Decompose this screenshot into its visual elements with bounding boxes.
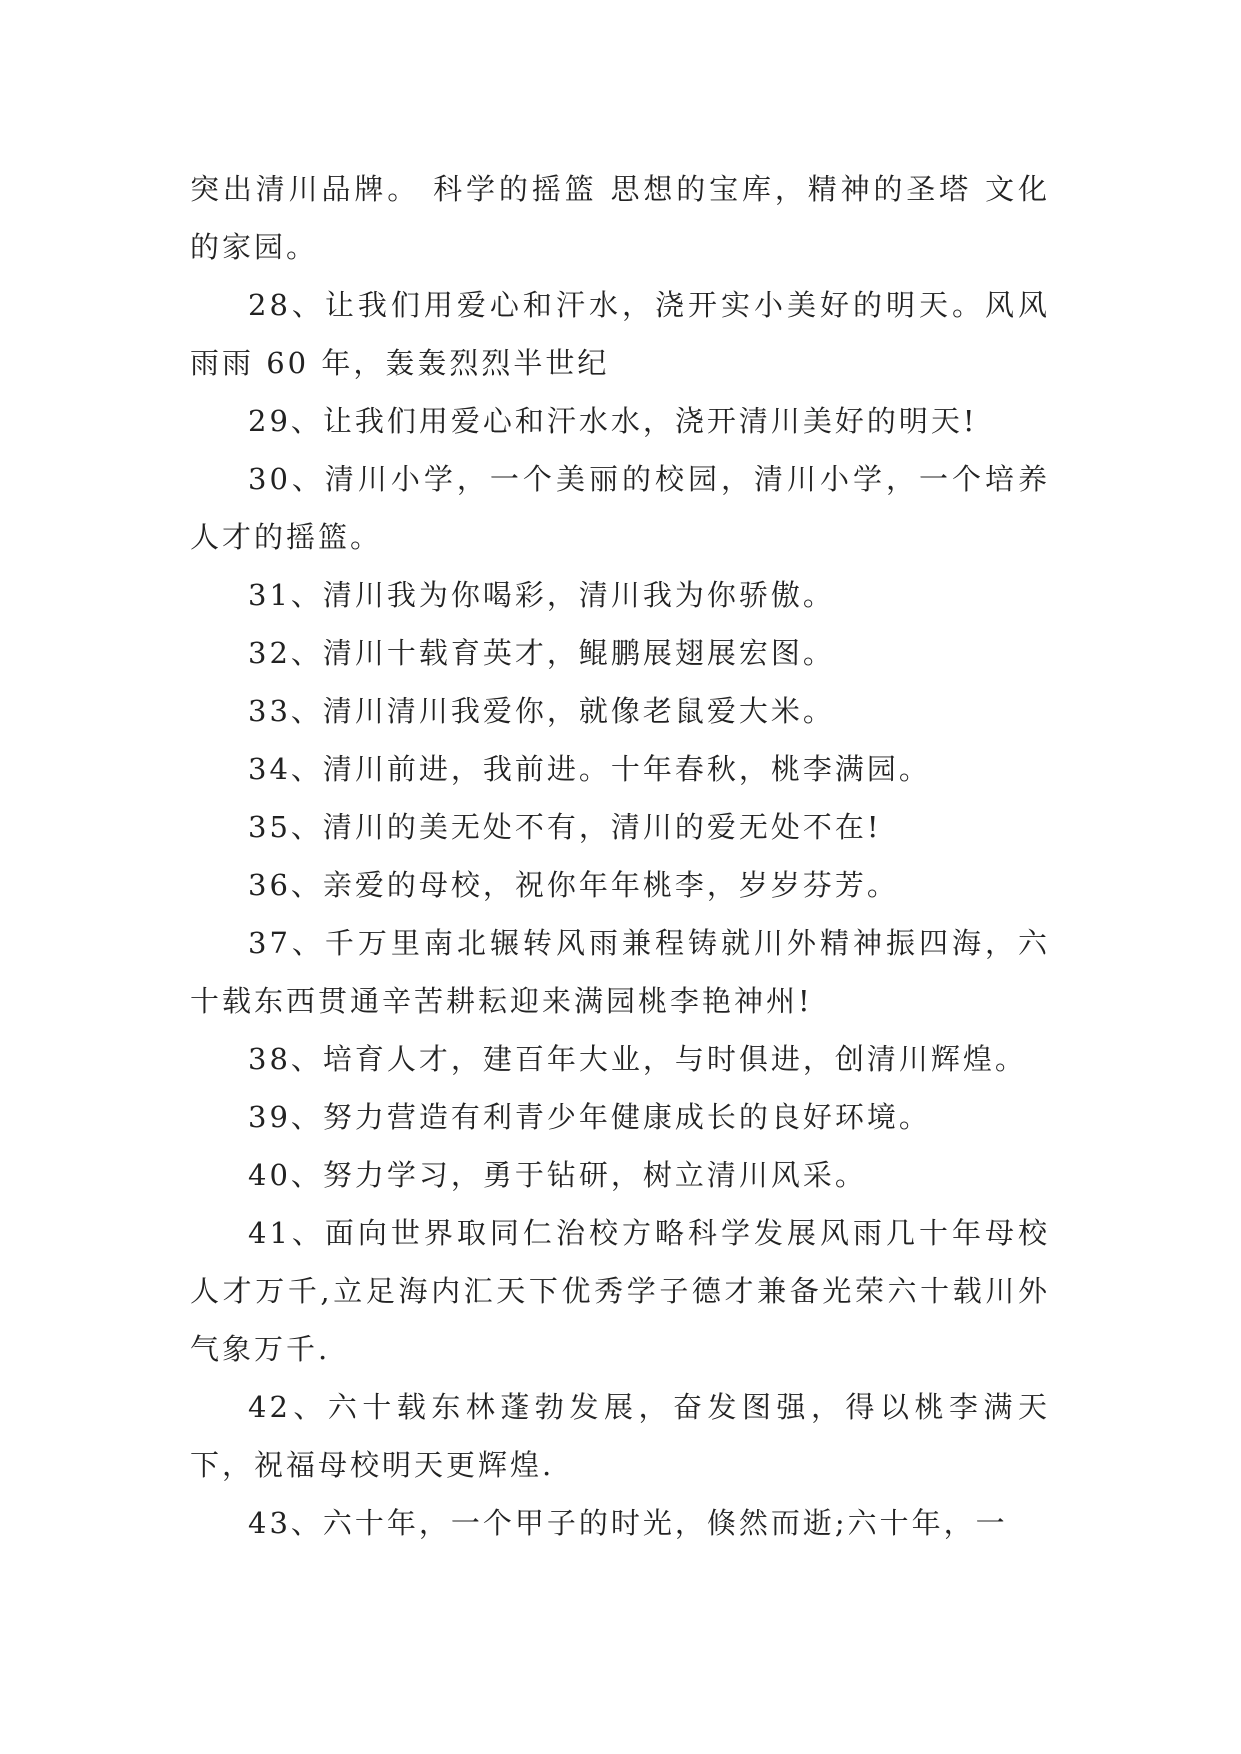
slogan-item-32: 32、清川十载育英才，鲲鹏展翅展宏图。 [248,636,835,670]
slogan-item-40: 40、努力学习，勇于钻研，树立清川风采。 [248,1158,867,1192]
slogan-item-37: 37、千万里南北辗转风雨兼程铸就川外精神振四海，六十载东西贯通辛苦耕耘迎来满园桃李艳神州! [190,926,1050,1018]
slogan-item-30: 30、清川小学，一个美丽的校园，清川小学，一个培养人才的摇篮。 [190,462,1050,554]
document-body [190,160,1050,1552]
slogan-item-36: 36、亲爱的母校，祝你年年桃李，岁岁芬芳。 [248,868,899,902]
slogan-item-34: 34、清川前进，我前进。十年春秋，桃李满园。 [248,752,931,786]
slogan-item-33: 33、清川清川我爱你，就像老鼠爱大米。 [248,694,835,728]
slogan-item-43: 43、六十年，一个甲子的时光，倏然而逝;六十年，一 [248,1506,1008,1540]
slogan-item-29: 29、让我们用爱心和汗水水，浇开清川美好的明天! [248,404,978,438]
slogan-item-39: 39、努力营造有利青少年健康成长的良好环境。 [248,1100,931,1134]
slogan-item-41: 41、面向世界取同仁治校方略科学发展风雨几十年母校人才万千,立足海内汇天下优秀学子德才兼备光荣六十载川外气象万千. [190,1216,1050,1366]
paragraph-continued: 突出清川品牌。 科学的摇篮 思想的宝库，精神的圣塔 文化的家园。 [190,172,1050,264]
slogan-item-31: 31、清川我为你喝彩，清川我为你骄傲。 [248,578,835,612]
slogan-item-35: 35、清川的美无处不有，清川的爱无处不在! [248,810,882,844]
slogan-item-42: 42、六十载东林蓬勃发展，奋发图强，得以桃李满天下，祝福母校明天更辉煌. [190,1390,1050,1482]
slogan-item-38: 38、培育人才，建百年大业，与时俱进，创清川辉煌。 [248,1042,1027,1076]
slogan-item-28: 28、让我们用爱心和汗水，浇开实小美好的明天。风风雨雨 60 年，轰轰烈烈半世纪 [190,288,1050,380]
